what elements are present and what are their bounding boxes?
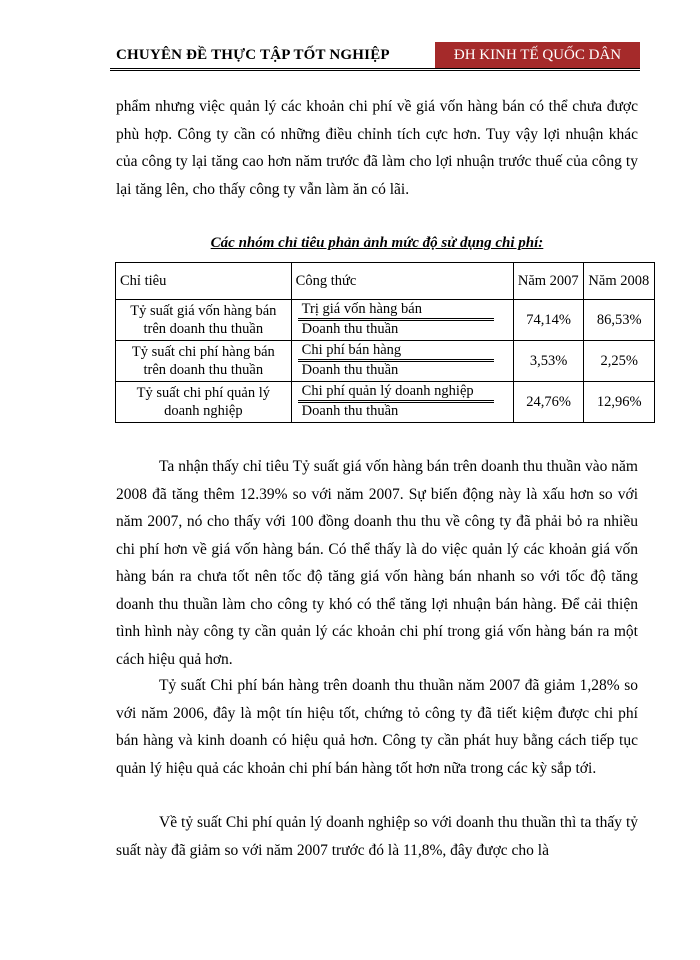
row-formula xyxy=(291,341,513,382)
header-metric: Chỉ tiêu xyxy=(116,263,292,300)
header-year-2007: Năm 2007 xyxy=(513,263,584,300)
row-metric-name: Tỷ suất giá vốn hàng bán trên doanh thu thuần xyxy=(116,300,292,341)
formula-numerator: Chi phí bán hàng xyxy=(301,342,402,358)
row-metric-name: Tỷ suất chi phí hàng bán trên doanh thu thuần xyxy=(116,341,292,382)
table-caption: Các nhóm chỉ tiêu phản ảnh mức độ sử dụng chi phí: xyxy=(210,235,544,251)
table-header-row xyxy=(116,263,655,300)
header-right-title: ĐH KINH TẾ QUỐC DÂN xyxy=(435,42,640,68)
row-value-2008: 12,96% xyxy=(584,382,655,423)
analysis-paragraph-cogs: Ta nhận thấy chỉ tiêu Tỷ suất giá vốn hàng bán trên doanh thu thuần vào năm 2008 đã tăng thêm 12.39% so với năm 2007. Sự biến động này là xấu hơn so với năm 2007, nó cho thấy với 100 đồng doanh thu thu về công ty đã phải bỏ ra nhiều chi phí hơn về giá vốn hàng bán. Có thể thấy là do việc quản lý các khoản giá vốn hàng bán ra chưa tốt nên tốc độ tăng giá vốn hàng bán nhanh so với tốc độ tăng doanh thu thuần làm cho công ty khó có thể tăng lợi nhuận bán hàng. Để cải thiện tình hình này công ty cần quản lý các khoản chi phí trong giá vốn hàng bán ra một cách hiệu quả hơn. xyxy=(116,458,638,668)
row-formula xyxy=(291,300,513,341)
header-divider xyxy=(110,68,640,71)
formula-denominator: Doanh thu thuần xyxy=(301,321,399,337)
metrics-table xyxy=(115,262,655,423)
row-value-2007: 3,53% xyxy=(513,341,584,382)
row-formula xyxy=(291,382,513,423)
header-year-2008: Năm 2008 xyxy=(584,263,655,300)
table-row xyxy=(116,300,655,341)
header-left-title: CHUYÊN ĐỀ THỰC TẬP TỐT NGHIỆP xyxy=(116,47,390,63)
table-row xyxy=(116,382,655,423)
formula-denominator: Doanh thu thuần xyxy=(301,362,399,378)
row-value-2007: 24,76% xyxy=(513,382,584,423)
formula-numerator: Chi phí quản lý doanh nghiệp xyxy=(301,383,474,399)
formula-numerator: Trị giá vốn hàng bán xyxy=(301,301,422,317)
row-value-2008: 86,53% xyxy=(584,300,655,341)
table-row xyxy=(116,341,655,382)
analysis-paragraph-selling: Tỷ suất Chi phí bán hàng trên doanh thu thuần năm 2007 đã giảm 1,28% so với năm 2006, đây là một tín hiệu tốt, chứng tỏ công ty đã tiết kiệm được chi phí bán hàng và kinh doanh có hiệu quả hơn. Công ty cần phát huy bằng cách tiếp tục quản lý hiệu quả các khoản chi phí bán hàng tốt hơn nữa trong các kỳ sắp tới. xyxy=(116,677,638,777)
analysis-paragraph-admin: Về tỷ suất Chi phí quản lý doanh nghiệp so với doanh thu thuần thì ta thấy tỷ suất này đã giảm so với năm 2007 trước đó là 11,8%, đây được cho là xyxy=(116,814,638,859)
header-formula: Công thức xyxy=(291,263,513,300)
row-value-2007: 74,14% xyxy=(513,300,584,341)
row-value-2008: 2,25% xyxy=(584,341,655,382)
formula-denominator: Doanh thu thuần xyxy=(301,403,399,419)
intro-paragraph: phẩm nhưng việc quản lý các khoản chi phí về giá vốn hàng bán có thể chưa được phù hợp. Công ty cần có những điều chỉnh tích cực hơn. Tuy vậy lợi nhuận khác của công ty lại tăng cao hơn năm trước đã làm cho lợi nhuận trước thuế của công ty lại tăng lên, cho thấy công ty vẫn làm ăn có lãi. xyxy=(116,98,638,198)
row-metric-name: Tỷ suất chi phí quản lý doanh nghiệp xyxy=(116,382,292,423)
page-header xyxy=(110,42,640,70)
